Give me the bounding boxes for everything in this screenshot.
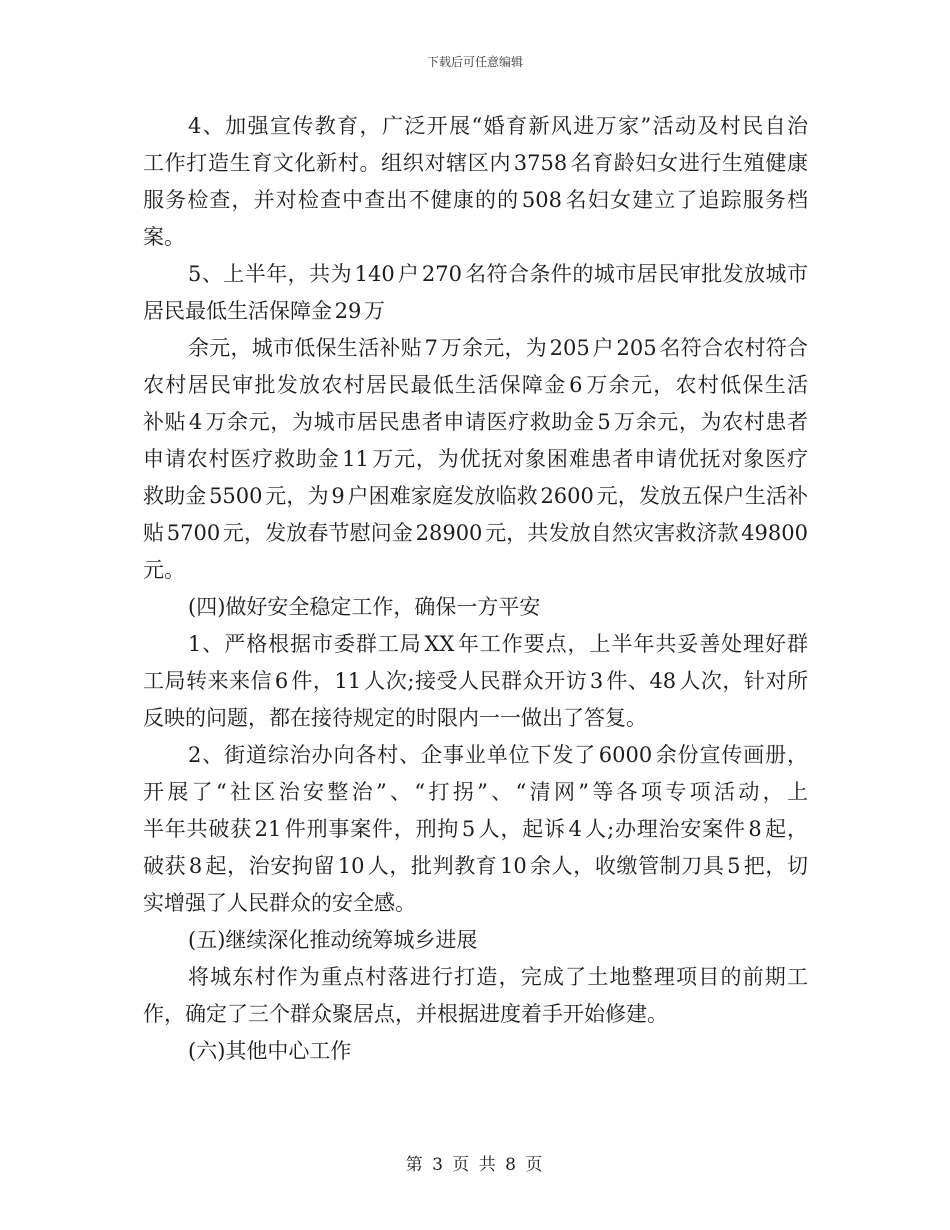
text-line: 服务检查，并对检查中查出不健康的的508名妇女建立了追踪服务档 [143,188,808,212]
page-header-note: 下载后可任意编辑 [426,55,523,69]
text-line: 余元，城市低保生活补贴7万余元，为205户205名符合农村符合 [188,336,808,360]
text-line: 元。 [143,558,185,582]
paragraph-urban-rural [143,959,808,1033]
text-line: 开展了“社区治安整治”、“打拐”、“清网”等各项专项活动，上 [143,780,808,804]
text-line: 半年共破获21件刑事案件，刑拘5人，起诉4人;办理治安案件8起， [143,817,808,841]
text-line: 工局转来来信6件，11人次;接受人民群众开访3件、48人次，针对所 [143,669,808,693]
paragraph-item-1 [143,626,808,737]
text-line: (六)其他中心工作 [188,1039,352,1063]
text-line: 案。 [143,225,185,249]
document-body [143,108,808,1070]
section-heading-6 [143,1033,808,1070]
text-line: 工作打造生育文化新村。组织对辖区内3758名育龄妇女进行生殖健康 [143,151,808,175]
text-line: 贴5700元，发放春节慰问金28900元，共发放自然灾害救济款49800 [143,521,808,545]
text-line: 救助金5500元，为9户困难家庭发放临救2600元，发放五保户生活补 [143,484,808,508]
text-line: (五)继续深化推动统筹城乡进展 [188,928,478,952]
text-line: 4、加强宣传教育，广泛开展“婚育新风进万家”活动及村民自治 [188,114,808,138]
text-line: 1、严格根据市委群工局XX年工作要点，上半年共妥善处理好群 [188,632,808,656]
text-line: 申请农村医疗救助金11万元，为优抚对象困难患者申请优抚对象医疗 [143,447,808,471]
paragraph-item-5-continued [143,330,808,589]
text-line: 2、街道综治办向各村、企事业单位下发了6000余份宣传画册， [188,743,808,767]
section-heading-5 [143,922,808,959]
text-line: 居民最低生活保障金29万 [143,299,385,323]
text-line: 将城东村作为重点村落进行打造，完成了土地整理项目的前期工 [188,965,808,989]
text-line: 5、上半年，共为140户270名符合条件的城市居民审批发放城市 [188,262,808,286]
text-line: 反映的问题，都在接待规定的时限内一一做出了答复。 [143,706,647,730]
section-heading-4 [143,589,808,626]
paragraph-item-2 [143,737,808,922]
paragraph-item-4 [143,108,808,256]
text-line: 农村居民审批发放农村居民最低生活保障金6万余元，农村低保生活 [143,373,808,397]
paragraph-item-5 [143,256,808,330]
text-line: 作，确定了三个群众聚居点，并根据进度着手开始修建。 [143,1002,668,1026]
text-line: 破获8起，治安拘留10人，批判教育10余人，收缴管制刀具5把，切 [143,854,808,878]
page-footer-number: 第 3 页 共 8 页 [405,1155,545,1175]
text-line: (四)做好安全稳定工作，确保一方平安 [188,595,541,619]
text-line: 补贴4万余元，为城市居民患者申请医疗救助金5万余元，为农村患者 [143,410,808,434]
text-line: 实增强了人民群众的安全感。 [143,891,416,915]
